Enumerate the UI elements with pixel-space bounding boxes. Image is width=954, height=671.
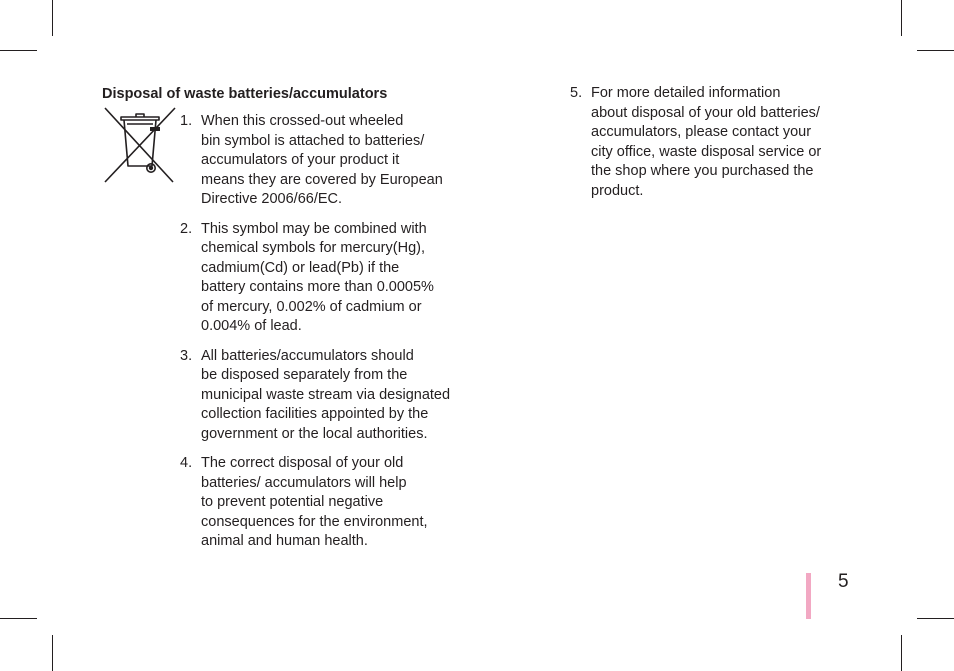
crop-mark-top-right-vertical xyxy=(901,0,902,36)
crop-mark-top-left-vertical xyxy=(52,0,53,36)
list-item xyxy=(180,347,470,445)
list-item-number: 1. xyxy=(180,113,193,129)
list-item-line: chemical symbols for mercury(Hg), xyxy=(201,240,425,256)
list-item-line: battery contains more than 0.0005% xyxy=(201,279,434,295)
list-item-line: to prevent potential negative xyxy=(201,494,384,510)
crop-mark-top-right-horizontal xyxy=(917,50,954,51)
disposal-list-right xyxy=(570,84,845,211)
list-item-line: accumulators of your product it xyxy=(201,152,400,168)
list-item-line: The correct disposal of your old xyxy=(201,455,404,471)
list-item-line: about disposal of your old batteries/ xyxy=(591,104,820,121)
list-item-line: the shop where you purchased the xyxy=(591,163,814,179)
list-item-line: All batteries/accumulators should xyxy=(201,347,414,364)
list-item-line: of mercury, 0.002% of cadmium or xyxy=(201,298,422,315)
list-item-line: Directive 2006/66/EC. xyxy=(201,191,343,207)
list-item-line: city office, waste disposal service or xyxy=(591,143,822,160)
list-item-line: means they are covered by European xyxy=(201,171,443,188)
page-number-accent-bar xyxy=(806,573,811,619)
crop-mark-bottom-right-horizontal xyxy=(917,618,954,619)
list-item-number: 5. xyxy=(570,85,583,101)
crop-mark-top-left-horizontal xyxy=(0,50,37,51)
list-item xyxy=(180,220,470,337)
list-item-line: government or the local authorities. xyxy=(201,425,428,442)
list-item-line: municipal waste stream via designated xyxy=(201,386,451,403)
list-item-line: consequences for the environment, xyxy=(201,513,428,530)
crop-mark-bottom-left-horizontal xyxy=(0,618,37,619)
list-item-line: For more detailed information xyxy=(591,85,781,101)
list-item xyxy=(570,84,845,201)
list-item-line: cadmium(Cd) or lead(Pb) if the xyxy=(201,259,400,276)
crop-mark-bottom-right-vertical xyxy=(901,635,902,671)
page-number: 5 xyxy=(838,571,849,592)
crop-mark-bottom-left-vertical xyxy=(52,635,53,671)
list-item-line: animal and human health. xyxy=(201,533,368,549)
list-item-line: collection facilities appointed by the xyxy=(201,406,429,422)
list-item-number: 4. xyxy=(180,455,193,471)
list-item-line: batteries/ accumulators will help xyxy=(201,474,407,491)
list-item-line: product. xyxy=(591,182,644,199)
list-item-line: This symbol may be combined with xyxy=(201,220,427,237)
list-item xyxy=(180,112,470,210)
crossed-out-wheeled-bin-icon xyxy=(103,106,177,184)
disposal-list-left xyxy=(180,112,470,562)
list-item-line: 0.004% of lead. xyxy=(201,318,302,334)
list-item-line: When this crossed-out wheeled xyxy=(201,113,404,129)
list-item-line: be disposed separately from the xyxy=(201,367,408,383)
list-item-line: accumulators, please contact your xyxy=(591,124,812,140)
list-item-line: bin symbol is attached to batteries/ xyxy=(201,132,425,149)
list-item-number: 2. xyxy=(180,220,193,237)
list-item xyxy=(180,454,470,552)
list-item-number: 3. xyxy=(180,347,193,364)
section-heading: Disposal of waste batteries/accumulators xyxy=(102,86,388,102)
